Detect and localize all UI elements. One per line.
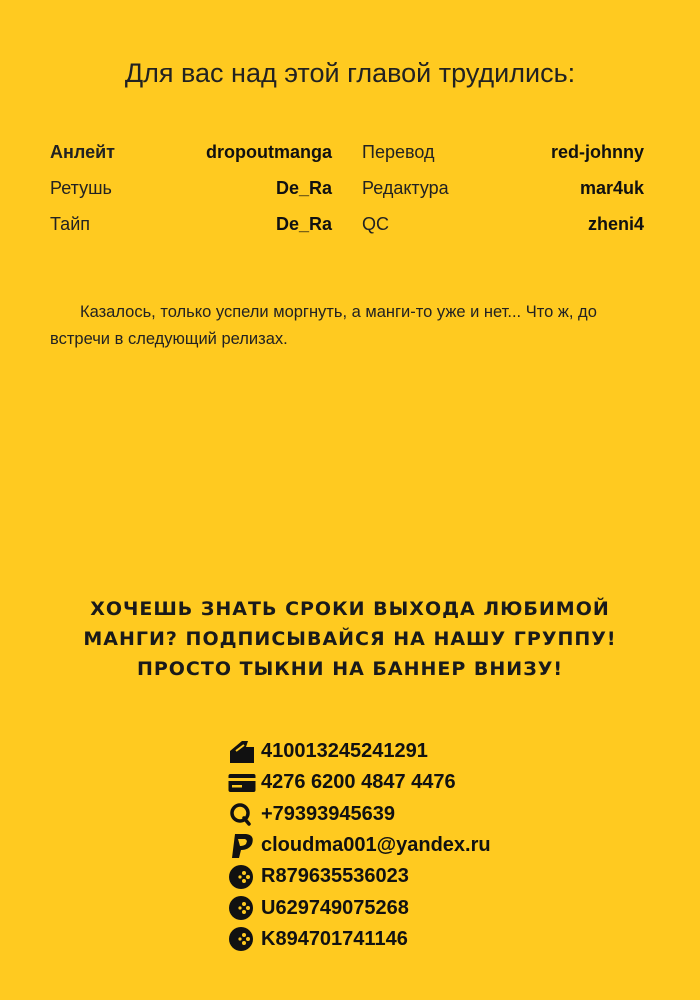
webmoney-icon	[228, 894, 256, 922]
promo-line: МАНГИ? ПОДПИСЫВАЙСЯ НА НАШУ ГРУППУ!	[83, 628, 617, 650]
promo-line: ПРОСТО ТЫКНИ НА БАННЕР ВНИЗУ!	[136, 658, 564, 680]
payment-item	[228, 830, 648, 861]
payment-value: R879635536023	[261, 865, 409, 888]
payment-list	[228, 736, 648, 955]
credit-role: Ретушь	[50, 177, 112, 198]
payment-item	[228, 924, 648, 955]
credit-name: zheni4	[587, 213, 644, 234]
credit-row	[362, 170, 644, 206]
credit-row	[50, 206, 332, 242]
credit-row	[50, 134, 332, 170]
payment-value: 410013245241291	[261, 740, 428, 763]
credit-card-icon	[228, 769, 256, 797]
credit-name: De_Ra	[275, 213, 332, 234]
credit-row	[362, 206, 644, 242]
payment-value: cloudma001@yandex.ru	[261, 834, 491, 857]
credits-table	[50, 134, 644, 242]
promo-line: ХОЧЕШЬ ЗНАТЬ СРОКИ ВЫХОДА ЛЮБИМОЙ	[90, 598, 610, 620]
payment-value: U629749075268	[261, 896, 409, 919]
payment-item	[228, 892, 648, 923]
wallet-icon	[228, 738, 256, 766]
payment-item	[228, 736, 648, 767]
payment-value: K894701741146	[261, 927, 408, 950]
credit-role: QC	[362, 213, 389, 234]
farewell-note: Казалось, только успели моргнуть, а манги-то уже и нет... Что ж, до встречи в следующий релизах.	[50, 303, 597, 348]
payment-value: 4276 6200 4847 4476	[261, 771, 456, 794]
credit-row	[50, 170, 332, 206]
payment-item	[228, 861, 648, 892]
paypal-icon	[228, 832, 256, 860]
credit-role: Тайп	[50, 213, 90, 234]
credit-role: Анлейт	[50, 141, 115, 162]
credit-name: De_Ra	[275, 177, 332, 198]
credit-name: red-johnny	[551, 141, 644, 162]
credit-role: Редактура	[362, 177, 449, 198]
qiwi-icon	[228, 800, 256, 828]
credit-name: dropoutmanga	[206, 141, 332, 162]
payment-value: +79393945639	[261, 802, 396, 825]
credit-name: mar4uk	[579, 177, 644, 198]
webmoney-icon	[228, 863, 256, 891]
promo-text	[40, 594, 660, 684]
payment-item	[228, 767, 648, 798]
payment-item	[228, 799, 648, 830]
credit-row	[362, 134, 644, 170]
webmoney-icon	[228, 925, 256, 953]
page-title: Для вас над этой главой трудились:	[124, 58, 576, 88]
credit-role: Перевод	[362, 141, 435, 162]
